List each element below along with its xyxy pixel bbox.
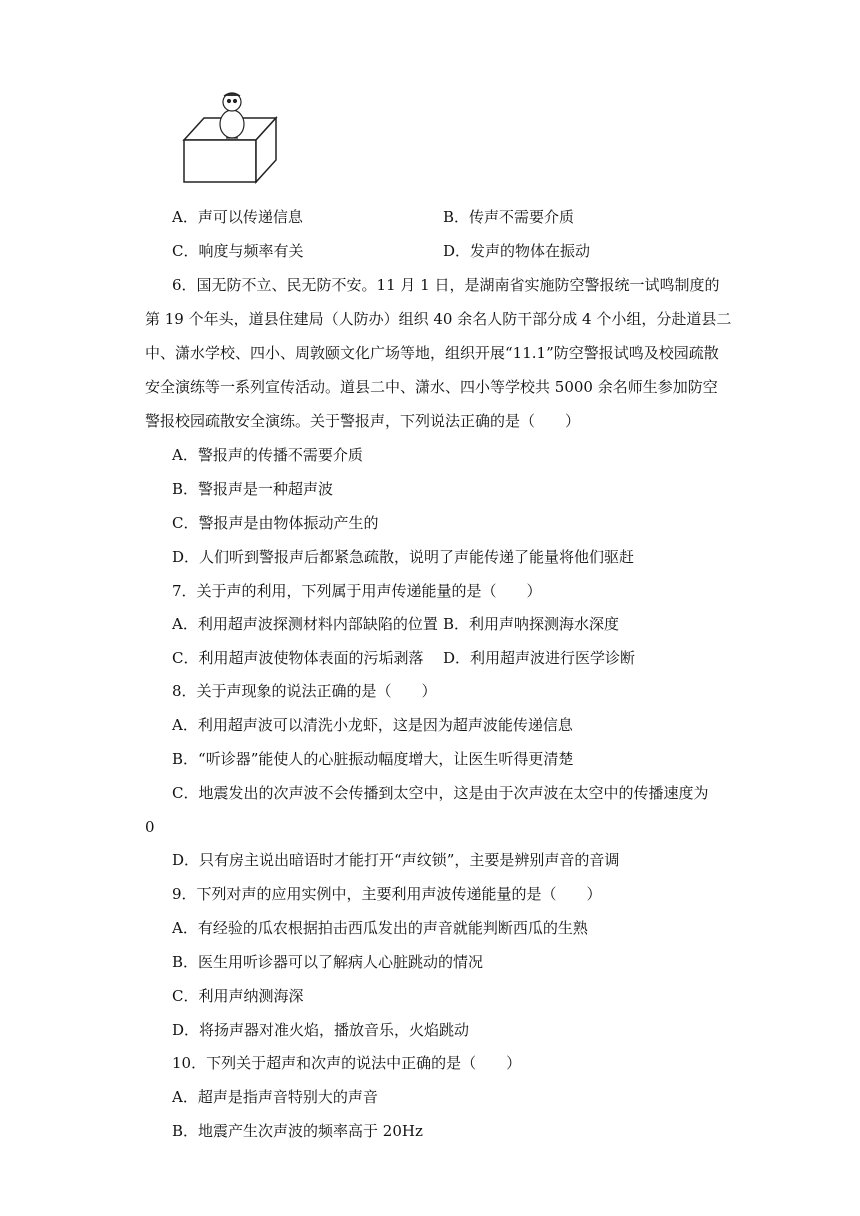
q10-option-b: B．地震产生次声波的频率高于 20Hz: [172, 1122, 423, 1140]
question-figure: [180, 88, 280, 188]
q5-option-b: B．传声不需要介质: [443, 208, 575, 226]
q6-option-a: A．警报声的传播不需要介质: [172, 446, 363, 464]
q10-stem: 10．下列关于超声和次声的说法中正确的是（ ）: [172, 1054, 522, 1072]
q5-option-c: C．响度与频率有关: [172, 242, 304, 260]
q5-option-a: A．声可以传递信息: [172, 208, 303, 226]
q5-option-d: D．发声的物体在振动: [443, 242, 591, 260]
q6-option-b: B．警报声是一种超声波: [172, 480, 334, 498]
q7-stem: 7．关于声的利用，下列属于用声传递能量的是（ ）: [172, 582, 542, 600]
q10-option-a: A．超声是指声音特别大的声音: [172, 1088, 378, 1106]
q8-stem: 8．关于声现象的说法正确的是（ ）: [172, 682, 437, 700]
q7-option-a: A．利用超声波探测材料内部缺陷的位置: [172, 615, 438, 633]
q7-option-c: C．利用超声波使物体表面的污垢剥落: [172, 649, 424, 667]
q6-option-d: D．人们听到警报声后都紧急疏散，说明了声能传递了能量将他们驱赶: [172, 548, 635, 566]
q8-option-a: A．利用超声波可以清洗小龙虾，这是因为超声波能传递信息: [172, 716, 573, 734]
q7-option-b: B．利用声呐探测海水深度: [443, 615, 620, 633]
q9-stem: 9．下列对声的应用实例中，主要利用声波传递能量的是（ ）: [172, 885, 602, 903]
q6-stem-line: 中、潇水学校、四小、周敦颐文化广场等地，组织开展“11.1”防空警报试鸣及校园疏散: [145, 344, 719, 362]
q9-option-d: D．将扬声器对准火焰，播放音乐，火焰跳动: [172, 1021, 470, 1039]
q8-option-b: B．“听诊器”能使人的心脏振动幅度增大，让医生听得更清楚: [172, 750, 574, 768]
q6-stem-line: 第 19 个年头，道县住建局（人防办）组织 40 余名人防干部分成 4 个小组，分赴道县二: [145, 310, 732, 328]
q6-option-c: C．警报声是由物体振动产生的: [172, 514, 379, 532]
q9-option-b: B．医生用听诊器可以了解病人心脏跳动的情况: [172, 953, 484, 971]
q8-option-d: D．只有房主说出暗语时才能打开“声纹锁”，主要是辨别声音的音调: [172, 851, 620, 869]
q6-stem-line: 警报校园疏散安全演练。关于警报声，下列说法正确的是（ ）: [145, 412, 581, 430]
q6-stem-line: 安全演练等一系列宣传活动。道县二中、潇水、四小等学校共 5000 余名师生参加防空: [145, 378, 718, 396]
figure-on-box: [220, 93, 244, 138]
q9-option-c: C．利用声纳测海深: [172, 987, 304, 1005]
q7-option-d: D．利用超声波进行医学诊断: [443, 649, 636, 667]
q6-stem-line: 6．国无防不立、民无防不安。11 月 1 日，是湖南省实施防空警报统一试鸣制度的: [172, 276, 720, 294]
q9-option-a: A．有经验的瓜农根据拍击西瓜发出的声音就能判断西瓜的生熟: [172, 919, 588, 937]
q8-option-c-continued: 0: [145, 818, 155, 836]
q8-option-c: C．地震发出的次声波不会传播到太空中，这是由于次声波在太空中的传播速度为: [172, 784, 709, 802]
